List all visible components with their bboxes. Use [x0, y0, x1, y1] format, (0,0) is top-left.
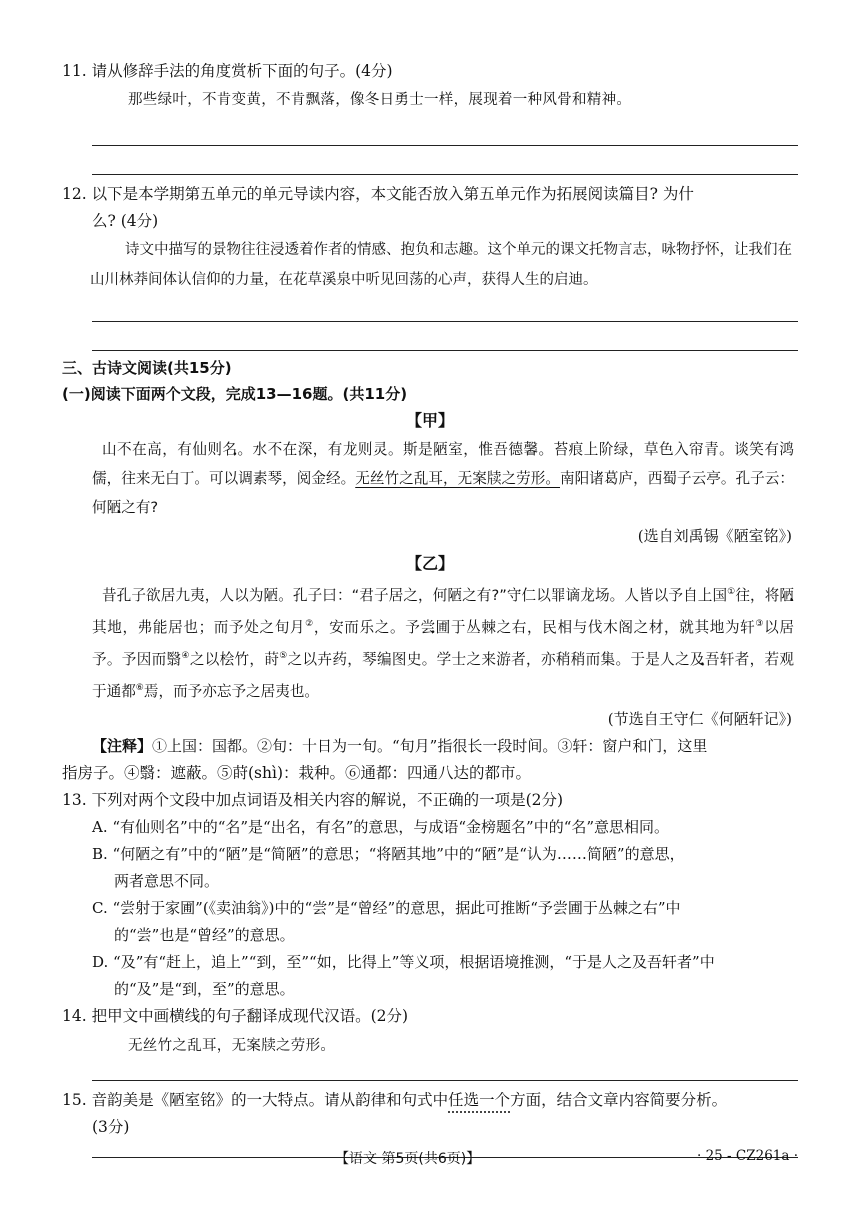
footer-page-info: 【语文 第5页(共6页)】 — [335, 1151, 481, 1167]
q13-option-b: B. “何陋之有”中的“陋”是“简陋”的意思；“将陋其地”中的“陋”是“认为……简陋”的意思， — [92, 845, 685, 864]
passage-yi-source: (节选自王守仁《何陋轩记》) — [607, 710, 792, 729]
page-footer — [0, 1148, 860, 1172]
q13-option-a: A. “有仙则名”中的“名”是“出名，有名”的意思，与成语“金榜题名”中的“名”意思相同。 — [92, 818, 670, 837]
dotted-word: 陋 — [779, 586, 794, 604]
notes-line2: 指房子。④翳：遮蔽。⑤莳(shì)：栽种。⑥通都：四通八达的都市。 — [62, 764, 531, 783]
notes: 【注释】①上国：国都。②旬：十日为一旬。“旬月”指很长一段时间。③轩：窗户和门，这里 — [92, 737, 708, 756]
underlined-sentence: 无丝竹之乱耳，无案牍之劳形。 — [355, 470, 560, 487]
dotted-word: 及 — [689, 650, 705, 668]
passage-jia-source: (选自刘禹锡《陋室铭》) — [637, 527, 792, 545]
dotted-word: 陋 — [106, 499, 122, 516]
q15-stem-line2: (3分) — [92, 1118, 130, 1137]
dotted-word: 名 — [222, 441, 238, 458]
passage-jia: 山不在高，有仙则名。水不在深，有龙则灵。斯是陋室，惟吾德馨。苔痕上阶绿，草色入帘青。谈笑有鸿儒，往来无白丁。可以调素琴，阅金经。无丝竹之乱耳，无案牍之劳形。南阳诸葛庐，西蜀子云亭。孔子云：何陋之有? — [92, 441, 794, 516]
q13-option-c-cont: 的“尝”也是“曾经”的意思。 — [114, 926, 295, 945]
footer-code: · 25 - CZ261a · — [696, 1148, 798, 1164]
passage-yi-title: 【乙】 — [405, 554, 454, 573]
passage-yi: 昔孔子欲居九夷，人以为陋。孔子曰：“君子居之，何陋之有?”守仁以罪谪龙场。人皆以予自上国①往，将陋其地，弗能居也；而予处之旬月②，安而乐之。予尝圃于丛棘之右，民相与伐木阁之材，就其地为轩③以居予。予因而翳④之以桧竹，莳⑤之以卉药，琴编图史。学士之来游者，亦稍稍而集。于是人之及吾轩者，若观于通都⑥焉，而予亦忘予之居夷也。 — [92, 586, 794, 700]
q13-stem: 13. 下列对两个文段中加点词语及相关内容的解说，不正确的一项是(2分) — [62, 791, 564, 810]
q11-stem: 11. 请从修辞手法的角度赏析下面的句子。(4分) — [62, 62, 393, 80]
q12-quote: 诗文中描写的景物往往浸透着作者的情感、抱负和志趣。这个单元的课文托物言志，咏物抒怀，让我们在山川林莽间体认信仰的力量，在花草溪泉中听见回荡的心声，获得人生的启迪。 — [90, 242, 792, 288]
q12-stem-line1: 12. 以下是本学期第五单元的单元导读内容，本文能否放入第五单元作为拓展阅读篇目? 为什 — [62, 185, 694, 203]
q13-option-d: D. “及”有“赶上，追上”“到，至”“如，比得上”等义项，根据语境推测，“于是人之及吾轩者”中 — [92, 953, 715, 972]
dotted-word: 尝 — [420, 618, 436, 636]
section-title: 三、古诗文阅读(共15分) — [62, 359, 232, 377]
notes-label: 【注释】 — [92, 737, 153, 756]
section-subtitle: (一)阅读下面两个文段，完成13—16题。(共11分) — [62, 385, 408, 403]
q11-sentence: 那些绿叶，不肯变黄，不肯飘落，像冬日勇士一样，展现着一种风骨和精神。 — [128, 92, 632, 108]
q14-stem: 14. 把甲文中画横线的句子翻译成现代汉语。(2分) — [62, 1007, 409, 1026]
q13-option-c: C. “尝射于家圃”(《卖油翁》)中的“尝”是“曾经”的意思，据此可推断“予尝圃于丛棘之右”中 — [92, 899, 681, 918]
q14-sentence: 无丝竹之乱耳，无案牍之劳形。 — [128, 1038, 336, 1055]
q12-stem-line2: 么? (4分) — [92, 212, 159, 230]
passage-jia-title: 【甲】 — [405, 411, 454, 430]
q13-option-b-cont: 两者意思不同。 — [114, 872, 220, 891]
q13-option-d-cont: 的“及”是“到，至”的意思。 — [114, 980, 295, 999]
q15-stem: 15. 音韵美是《陋室铭》的一大特点。请从韵律和句式中任选一个方面，结合文章内容简要分析。 — [62, 1091, 728, 1110]
dotted-phrase: 任选一个 — [448, 1091, 511, 1110]
